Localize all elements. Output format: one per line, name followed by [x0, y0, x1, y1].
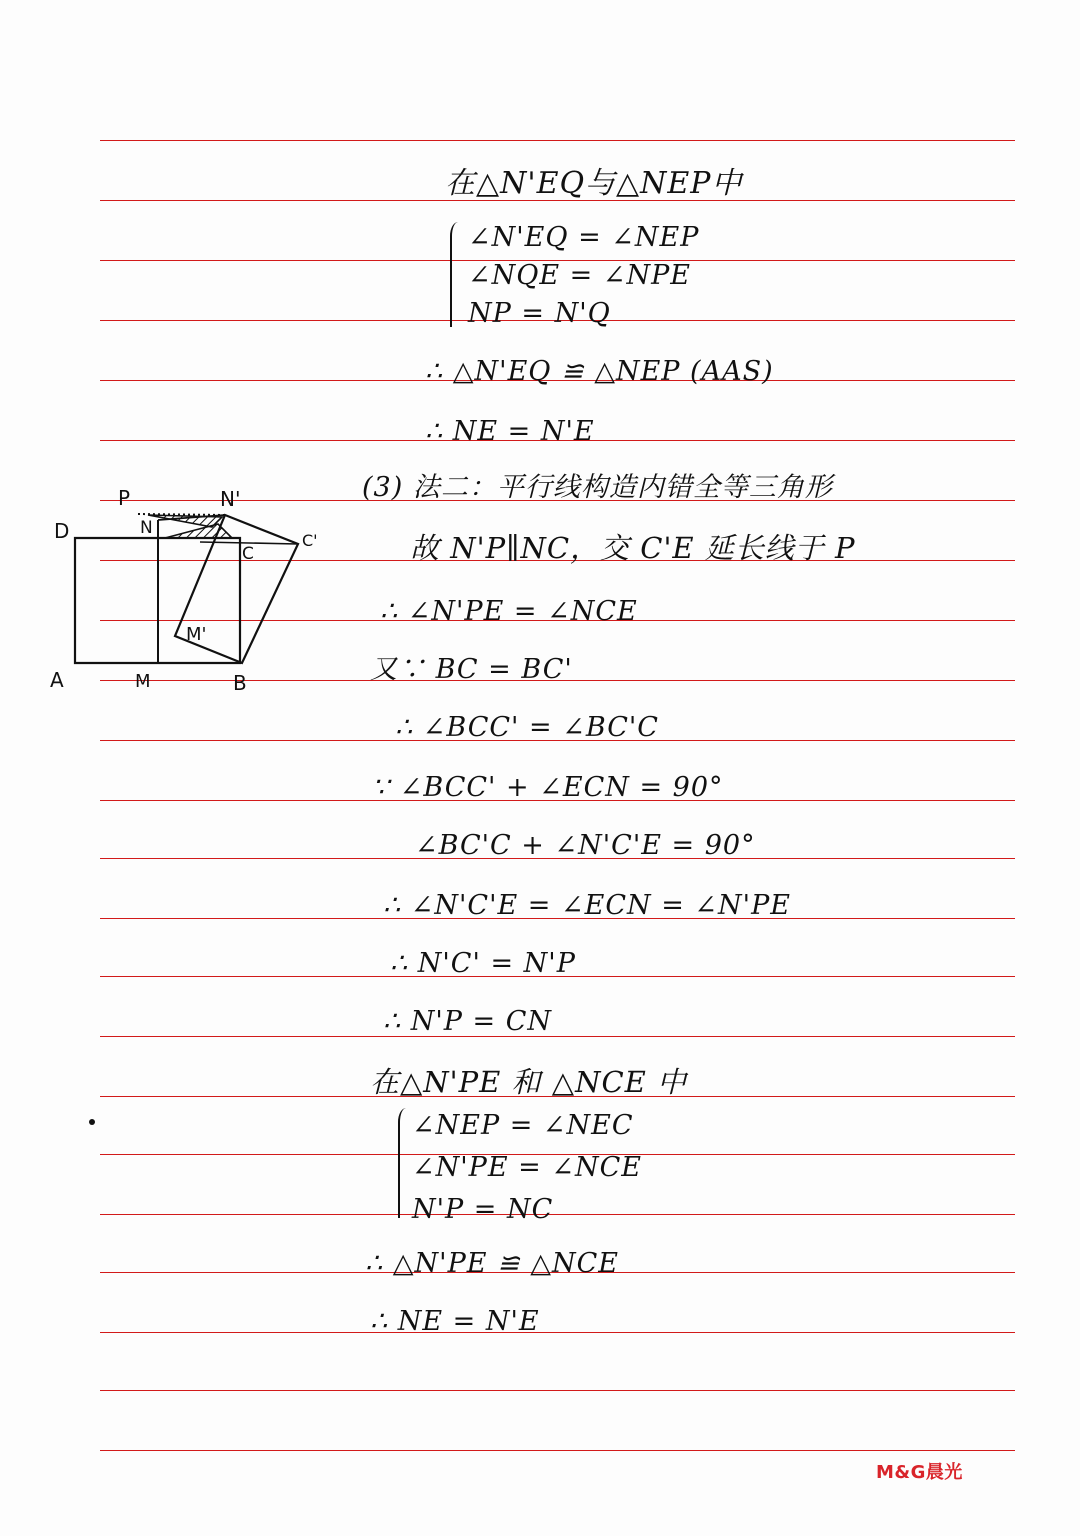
proof-heading-triangles: 在△N'EQ与△NEP中: [445, 166, 743, 201]
ruled-line: [100, 140, 1015, 141]
label-n-prime: N': [220, 487, 241, 511]
shaded-triangle: [165, 524, 232, 538]
proof-condition: N'P = NC: [412, 1194, 554, 1225]
proof-step: ∴ ∠BCC' = ∠BC'C: [395, 712, 659, 743]
proof-step: ∠BC'C + ∠N'C'E = 90°: [415, 830, 756, 861]
system-brace: [450, 222, 462, 327]
ruled-line: [100, 1390, 1015, 1391]
label-n: N: [140, 518, 153, 538]
label-d: D: [54, 519, 70, 543]
proof-step: ∵ ∠BCC' + ∠ECN = 90°: [372, 772, 724, 803]
label-m: M: [135, 671, 151, 692]
proof-condition: ∠NQE = ∠NPE: [468, 260, 692, 291]
proof-conclusion: ∴ △N'PE ≌ △NCE: [365, 1248, 619, 1279]
label-c: C: [242, 544, 254, 564]
proof-step: ∴ N'P = CN: [383, 1006, 553, 1037]
ruled-line: [100, 1214, 1015, 1215]
ruled-line: [100, 1036, 1015, 1037]
ruled-line: [100, 1332, 1015, 1333]
label-p: P: [118, 486, 131, 510]
construction-line: 故 N'P∥NC，交 C'E 延长线于 P: [410, 531, 856, 565]
ruled-line: [100, 1450, 1015, 1451]
geometry-figure: [40, 480, 340, 700]
proof-conclusion: ∴ △N'EQ ≌ △NEP (AAS): [425, 356, 774, 387]
brand-logo: M&G晨光: [876, 1462, 963, 1483]
label-m-prime: M': [186, 624, 207, 645]
ink-dot: [89, 1119, 95, 1125]
proof-heading-triangles: 在△N'PE 和 △NCE 中: [370, 1065, 688, 1099]
method-two-heading: (3) 法二：平行线构造内错全等三角形: [362, 472, 833, 503]
proof-step: ∴ ∠N'PE = ∠NCE: [380, 596, 638, 627]
label-b: B: [233, 671, 247, 695]
proof-conclusion: ∴ NE = N'E: [425, 416, 595, 447]
system-brace: [398, 1108, 410, 1218]
proof-conclusion: ∴ NE = N'E: [370, 1306, 540, 1337]
label-c-prime: C': [302, 531, 318, 550]
proof-condition: ∠N'PE = ∠NCE: [412, 1152, 642, 1183]
proof-condition: NP = N'Q: [468, 298, 611, 329]
proof-step: ∴ ∠N'C'E = ∠ECN = ∠N'PE: [383, 890, 791, 921]
label-a: A: [50, 668, 64, 692]
proof-step: 又∵ BC = BC': [370, 654, 573, 685]
proof-condition: ∠NEP = ∠NEC: [412, 1110, 634, 1141]
proof-step: ∴ N'C' = N'P: [390, 948, 576, 979]
proof-condition: ∠N'EQ = ∠NEP: [468, 222, 700, 253]
